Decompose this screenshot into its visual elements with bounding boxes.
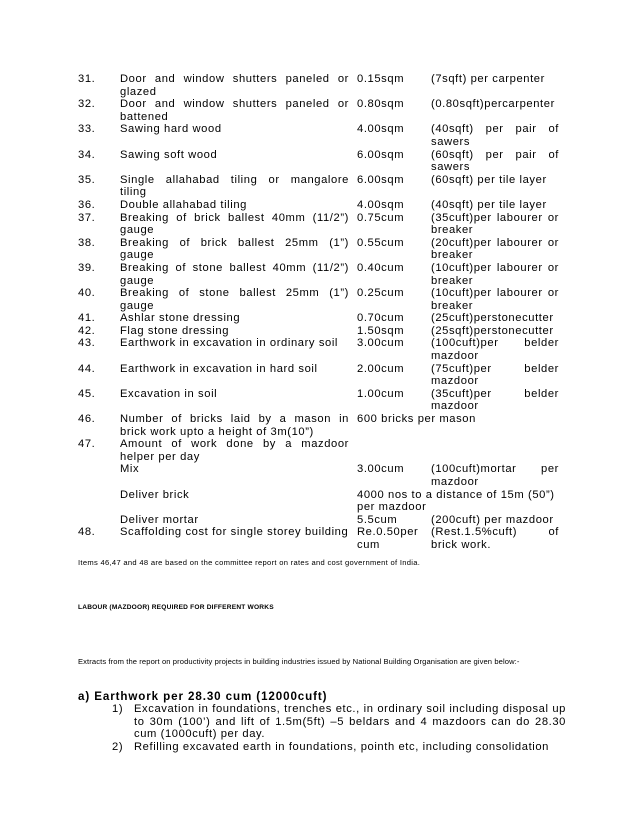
item-description: Sawing soft wood [120, 148, 218, 161]
item-remark: (40sqft) per pair of sawers [431, 123, 559, 148]
item-remark: (60sqft) per tile layer [431, 173, 547, 186]
item-remark: (Rest.1.5%cuft) of brick work. [431, 526, 559, 551]
item-remark: (20cuft)per labourer or breaker [431, 236, 559, 262]
table-row [78, 337, 559, 362]
item-remark: (25sqft)perstonecutter [431, 324, 554, 337]
item-number: 44. [78, 362, 96, 375]
item-number: 45. [78, 387, 96, 400]
list-item-number: 2) [112, 741, 124, 754]
item-quantity: 0.55cum [357, 236, 405, 249]
item-number: 39. [78, 261, 96, 274]
item-quantity: 3.00cum [357, 337, 405, 350]
item-description: Deliver mortar [120, 513, 199, 526]
item-description: Breaking of stone ballest 40mm (11/2”) gauge [120, 261, 349, 287]
item-quantity: 0.40cum [357, 261, 405, 274]
footnote: Items 46,47 and 48 are based on the committee report on rates and cost government of India. [78, 558, 421, 567]
item-description: Ashlar stone dressing [120, 312, 241, 325]
extract-intro: Extracts from the report on productivity projects in building industries issued by National Building Organisation are given below:- [78, 657, 520, 666]
table-row [78, 413, 559, 438]
item-quantity: Re.0.50per cum [357, 526, 419, 551]
item-number: 43. [78, 337, 96, 350]
item-number: 31. [78, 73, 96, 85]
list-item-text: Excavation in foundations, trenches etc., in ordinary soil including disposal up to 30m (100’) and lift of 1.5m(5ft) –5 beldars and 4 mazdoors can do 28.30 cum (1000cuft) per day. [134, 703, 566, 741]
item-number: 40. [78, 287, 96, 300]
item-remark: (25cuft)perstonecutter [431, 312, 554, 325]
item-remark: (200cuft) per mazdoor [431, 513, 554, 526]
item-quantity: 0.75cum [357, 211, 405, 224]
item-number: 46. [78, 413, 96, 426]
item-description: Deliver brick [120, 488, 190, 501]
item-number: 37. [78, 211, 96, 224]
table-row [78, 438, 559, 463]
list-item [112, 703, 566, 741]
item-quantity: 1.50sqm [357, 324, 405, 337]
table-row [78, 212, 559, 237]
item-quantity: 2.00cum [357, 362, 405, 375]
table-row [78, 149, 559, 174]
item-quantity: 4.00sqm [357, 198, 405, 211]
labour-rates-table-body [78, 73, 559, 552]
item-remark: (60sqft) per pair of sawers [431, 148, 559, 174]
item-quantity: 3.00cum [357, 463, 405, 476]
table-row [78, 463, 559, 488]
table-row [78, 489, 559, 514]
list-item-number: 1) [112, 703, 124, 715]
item-description: Door and window shutters paneled or glazed [120, 73, 349, 98]
item-number: 36. [78, 198, 96, 211]
item-number: 33. [78, 123, 96, 136]
earthwork-list [112, 703, 566, 754]
item-number: 35. [78, 173, 96, 186]
earthwork-title: a) Earthwork per 28.30 cum (12000cuft) [78, 690, 328, 703]
item-remark: (40sqft) per tile layer [431, 198, 547, 211]
table-row [78, 287, 559, 312]
list-item [112, 741, 566, 754]
item-remark: (0.80sqft)percarpenter [431, 98, 555, 111]
item-remark: (35cuft)per belder mazdoor [431, 387, 559, 413]
table-row [78, 363, 559, 388]
item-number [78, 489, 120, 514]
item-remark: (100cuft)mortar per mazdoor [431, 463, 559, 488]
item-description: Earthwork in excavation in hard soil [120, 362, 318, 375]
item-description: Single allahabad tiling or mangalore tiling [120, 173, 349, 199]
table-row [78, 312, 559, 325]
item-output: 600 bricks per mason [357, 413, 476, 426]
item-number: 38. [78, 236, 96, 249]
item-remark: (100cuft)per belder mazdoor [431, 337, 559, 363]
item-description: Earthwork in excavation in ordinary soil [120, 337, 339, 350]
item-number: 48. [78, 526, 96, 539]
list-item-text: Refilling excavated earth in foundations, pointh etc, including consolidation [134, 741, 550, 754]
item-quantity: 0.15sqm [357, 73, 405, 85]
table-row [78, 174, 559, 199]
table-row [78, 325, 559, 338]
item-number: 42. [78, 324, 96, 337]
item-description: Double allahabad tiling [120, 198, 248, 211]
item-description: Sawing hard wood [120, 123, 222, 136]
item-description: Amount of work done by a mazdoor helper per day [120, 438, 349, 463]
item-number: 34. [78, 148, 96, 161]
table-row [78, 388, 559, 413]
item-remark: (10cuft)per labourer or breaker [431, 261, 559, 287]
item-quantity: 4.00sqm [357, 123, 405, 136]
item-quantity: 6.00sqm [357, 148, 405, 161]
item-output: 4000 nos to a distance of 15m (50”) per mazdoor [357, 488, 555, 514]
item-description: Door and window shutters paneled or battened [120, 98, 349, 123]
item-description: Scaffolding cost for single storey building [120, 526, 349, 539]
item-remark: (35cuft)per labourer or breaker [431, 211, 559, 237]
item-description: Breaking of brick ballest 40mm (11/2”) gauge [120, 211, 349, 237]
table-row [78, 514, 559, 527]
item-number: 47. [78, 438, 96, 451]
item-quantity: 0.25cum [357, 287, 405, 300]
table-row [78, 73, 559, 98]
item-number [78, 463, 120, 488]
item-remark: (10cuft)per labourer or breaker [431, 287, 559, 312]
item-remark: (7sqft) per carpenter [431, 73, 545, 85]
item-description: Flag stone dressing [120, 324, 230, 337]
item-quantity: 5.5cum [357, 513, 398, 526]
labour-rates-table [78, 73, 559, 552]
table-row [78, 123, 559, 148]
table-row [78, 98, 559, 123]
item-quantity [357, 438, 431, 463]
item-number [78, 514, 120, 527]
section-heading: LABOUR (MAZDOOR) REQUIRED FOR DIFFERENT WORKS [78, 604, 274, 611]
item-description: Excavation in soil [120, 387, 218, 400]
item-quantity: 0.80sqm [357, 98, 405, 111]
item-number: 32. [78, 98, 96, 111]
table-row [78, 199, 559, 212]
item-remark: (75cuft)per belder mazdoor [431, 362, 559, 388]
table-row [78, 237, 559, 262]
item-description: Breaking of stone ballest 25mm (1”) gauge [120, 287, 349, 312]
item-description: Breaking of brick ballest 25mm (1”) gauge [120, 236, 349, 262]
item-remark [431, 438, 559, 463]
item-number: 41. [78, 312, 96, 325]
item-quantity: 6.00sqm [357, 173, 405, 186]
item-description: Mix [120, 463, 140, 476]
item-quantity: 1.00cum [357, 387, 405, 400]
item-description: Number of bricks laid by a mason in brick work upto a height of 3m(10”) [120, 413, 349, 438]
table-row [78, 262, 559, 287]
item-quantity: 0.70cum [357, 312, 405, 325]
table-row [78, 526, 559, 551]
